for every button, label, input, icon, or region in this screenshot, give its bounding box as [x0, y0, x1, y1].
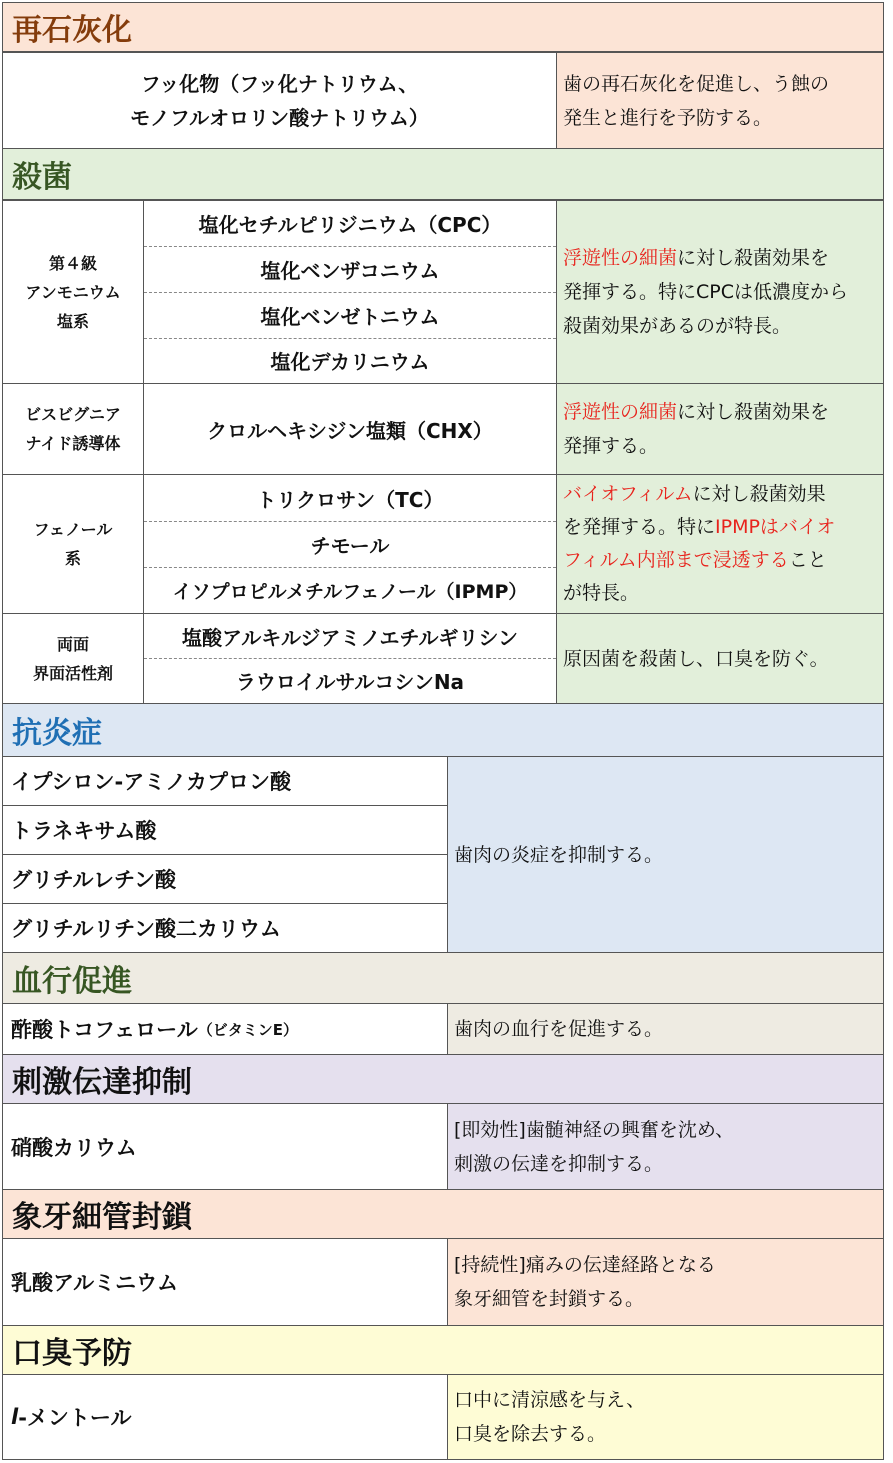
highlight-text: IPMPはバイオ [715, 516, 836, 538]
section-title: 殺菌 [12, 160, 72, 195]
blood-description [447, 1003, 884, 1055]
ingredient-name: -メントール [18, 1406, 132, 1430]
ingredient-name: 塩化ベンゼトニウム [260, 304, 440, 329]
description-line: 口中に清涼感を与え、 [454, 1389, 646, 1411]
highlight-text: フィルム内部まで浸透する [563, 549, 789, 571]
group-description-phenol [556, 474, 884, 614]
ingredient-line: フッ化物（フッ化ナトリウム、 [140, 71, 419, 96]
description-text: に対し殺菌効果を [677, 401, 830, 423]
group-name-line: フェノール [33, 520, 113, 539]
group-description-amphoteric-surfactant [556, 613, 884, 704]
group-name-amphoteric-surfactant [2, 613, 144, 704]
breath-description [447, 1374, 884, 1460]
description-text: こと [788, 549, 827, 571]
group-items-quaternary-ammonium [143, 200, 557, 384]
group-items-biguanide [143, 383, 557, 475]
description-line: 発生と進行を予防する。 [563, 106, 773, 129]
description-line: 発揮する。 [563, 435, 659, 457]
highlight-text: バイオフィルム [563, 483, 693, 505]
description-line: 歯肉の炎症を抑制する。 [454, 843, 664, 866]
remineral-ingredient-cell [2, 52, 557, 149]
section-header-sterilization [2, 148, 884, 200]
ingredient-line: モノフルオロリン酸ナトリウム） [130, 105, 429, 130]
description-line [563, 544, 835, 577]
group-name-line: 第４級 [48, 253, 97, 273]
group-name-quaternary-ammonium [2, 200, 144, 384]
dashed-divider [144, 658, 556, 659]
stimulus-ingredient-cell [2, 1103, 448, 1190]
description-line: 原因菌を殺菌し、口臭を防ぐ。 [563, 647, 829, 670]
section-title: 再石灰化 [12, 13, 132, 48]
description-line [563, 511, 835, 544]
section-title: 血行促進 [12, 964, 132, 999]
ingredient-name: 塩化ベンザコニウム [260, 258, 440, 283]
ingredient-name: 塩化デカリニウム [270, 350, 430, 374]
anti-inflammation-description [447, 756, 884, 953]
ingredient-name: 酢酸トコフェロール [11, 1018, 198, 1042]
section-header-blood-circulation [2, 952, 884, 1004]
blood-ingredient-cell [2, 1003, 448, 1055]
description-line: 歯の再石灰化を促進し、う蝕の [563, 72, 830, 95]
description-text: に対し殺菌効果 [692, 483, 826, 505]
description-line: [即効性]歯髄神経の興奮を沈め、 [454, 1118, 735, 1141]
group-name-line: 系 [64, 549, 81, 568]
section-header-breath-prevention [2, 1325, 884, 1375]
section-header-stimulus-inhibition [2, 1054, 884, 1104]
group-name-line: ナイド誘導体 [25, 434, 121, 453]
section-header-remineralization [2, 2, 884, 52]
dentin-description [447, 1238, 884, 1326]
stimulus-description [447, 1103, 884, 1190]
description-line: 発揮する。特にCPCは低濃度から [563, 281, 848, 303]
ingredient-name: クロルヘキシジン塩類（CHX） [207, 418, 493, 443]
group-description-biguanide [556, 383, 884, 475]
description-text: を発揮する。特に [563, 516, 716, 538]
description-line: 歯肉の血行を促進する。 [454, 1018, 664, 1040]
dashed-divider [144, 292, 556, 293]
group-items-amphoteric-surfactant [143, 613, 557, 704]
group-name-line: 界面活性剤 [32, 663, 113, 683]
description-line: 象牙細管を封鎖する。 [454, 1288, 645, 1310]
description-line: が特長。 [563, 582, 640, 604]
section-title: 口臭予防 [12, 1336, 132, 1371]
description-line: [持続性]痛みの伝達経路となる [454, 1254, 716, 1276]
ingredient-name: ラウロイルサルコシンNa [235, 670, 465, 694]
description-line [563, 478, 835, 511]
group-name-line: 両面 [56, 634, 89, 654]
description-line: 口臭を除去する。 [454, 1423, 607, 1445]
ingredient-name: イプシロン-アミノカプロン酸 [2, 756, 448, 806]
remineral-description [556, 52, 884, 149]
ingredient-name: グリチルレチン酸 [2, 854, 448, 904]
ingredient-name: 硝酸カリウム [11, 1135, 137, 1160]
ingredient-name: 塩酸アルキルジアミノエチルギリシン [182, 625, 518, 650]
dashed-divider [144, 246, 556, 247]
group-items-phenol [143, 474, 557, 614]
description-line [563, 241, 848, 275]
section-title: 刺激伝達抑制 [12, 1065, 192, 1100]
highlight-text: 浮遊性の細菌 [563, 401, 678, 423]
group-name-line: ビスビグニア [25, 405, 121, 424]
section-header-anti-inflammation [2, 703, 884, 757]
ingredient-name: トリクロサン（TC） [256, 487, 444, 512]
ingredient-prefix: l [11, 1405, 19, 1429]
description-line: 殺菌効果があるのが特長。 [563, 315, 792, 337]
group-name-biguanide [2, 383, 144, 475]
ingredient-note: （ビタミンE） [197, 1020, 298, 1039]
ingredient-name: グリチルリチン酸二カリウム [2, 903, 448, 953]
description-text: に対し殺菌効果を [677, 247, 830, 269]
breath-ingredient-cell [2, 1374, 448, 1460]
highlight-text: 浮遊性の細菌 [563, 247, 678, 269]
group-name-line: 塩系 [56, 311, 89, 331]
description-line [563, 395, 829, 429]
dashed-divider [144, 521, 556, 522]
ingredient-name: チモール [310, 533, 390, 558]
ingredient-name: イソプロピルメチルフェノール（IPMP） [172, 580, 528, 603]
dentin-ingredient-cell [2, 1238, 448, 1326]
section-title: 抗炎症 [12, 716, 102, 751]
dashed-divider [144, 567, 556, 568]
group-name-line: アンモニウム [25, 282, 121, 302]
description-line: 刺激の伝達を抑制する。 [454, 1152, 664, 1175]
dashed-divider [144, 338, 556, 339]
ingredient-name: 乳酸アルミニウム [11, 1271, 178, 1295]
ingredient-name: トラネキサム酸 [2, 805, 448, 855]
section-header-dentin-tubule-sealing [2, 1189, 884, 1239]
group-name-phenol [2, 474, 144, 614]
ingredient-name: 塩化セチルピリジニウム（CPC） [198, 213, 502, 237]
section-title: 象牙細管封鎖 [12, 1200, 192, 1235]
group-description-quaternary-ammonium [556, 200, 884, 384]
